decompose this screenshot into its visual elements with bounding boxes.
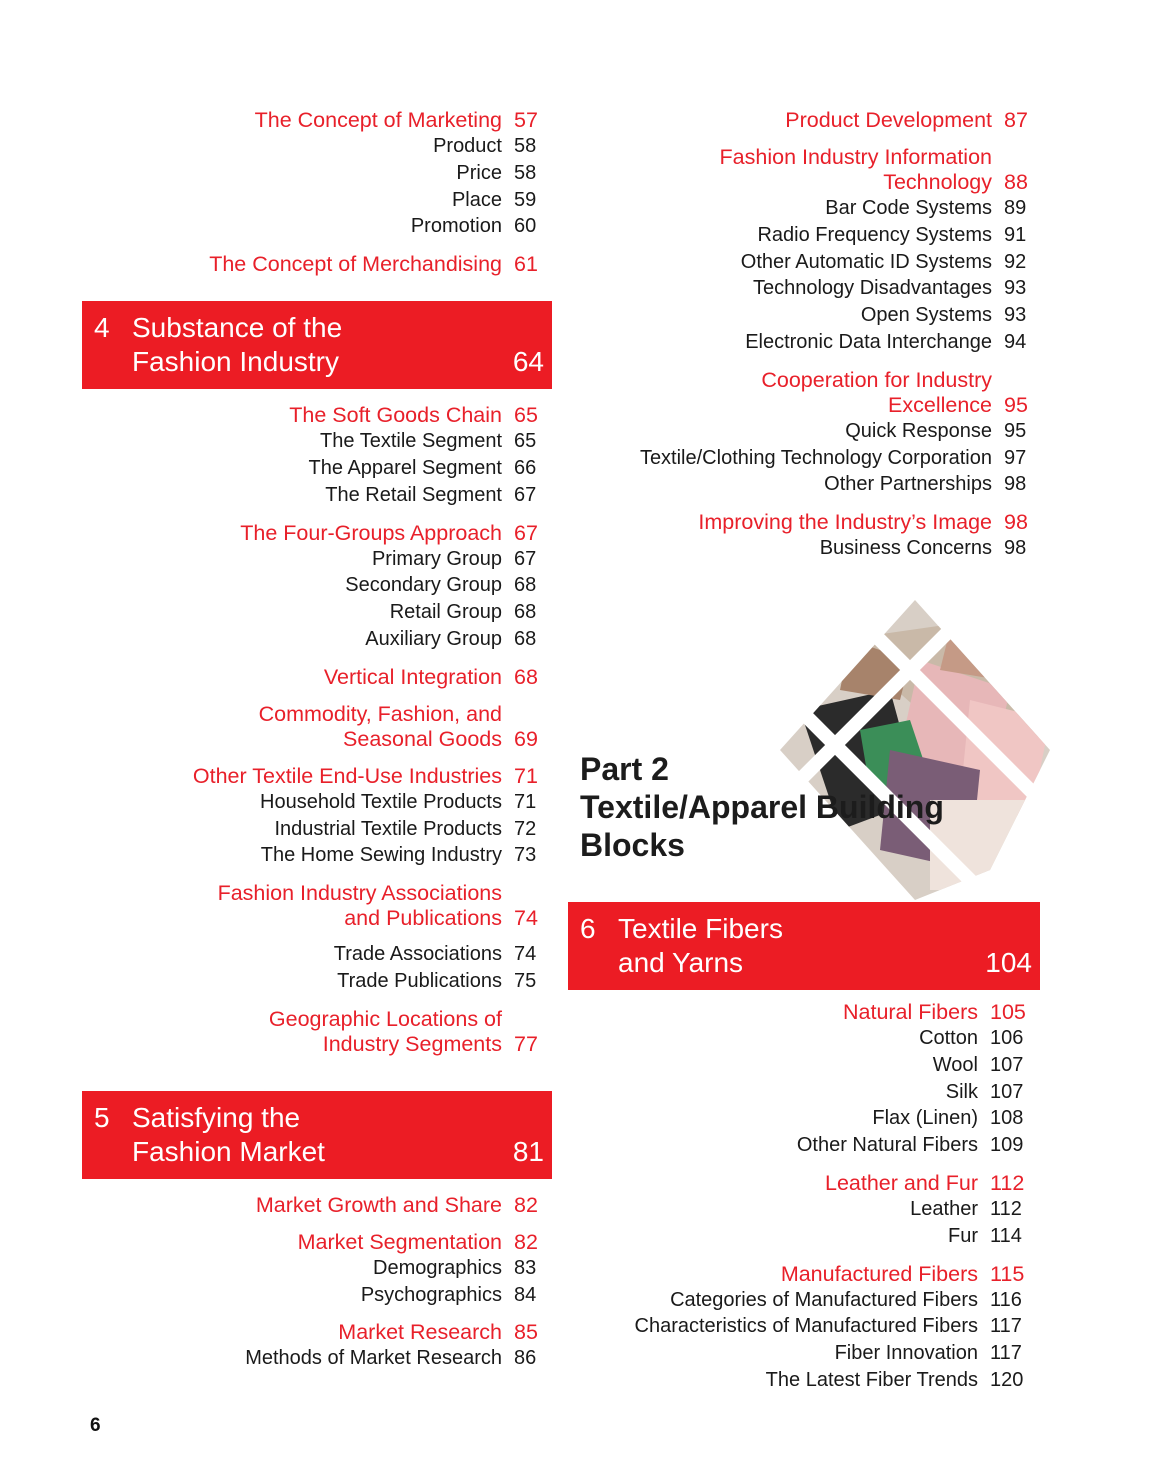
toc-subsection-entry[interactable]	[568, 1367, 1040, 1394]
page-number-ref: 82	[514, 1192, 538, 1217]
page-number-ref: 66	[514, 456, 537, 479]
section-title: The Soft Goods Chain	[289, 403, 502, 428]
subsection-title: Leather	[910, 1197, 978, 1220]
subsection-title: Price	[456, 161, 502, 184]
page-number-ref: 61	[514, 252, 538, 277]
subsection-title: Industrial Textile Products	[274, 817, 502, 840]
toc-section-entry[interactable]	[82, 403, 552, 428]
subsection-title: Open Systems	[860, 304, 992, 327]
toc-subsection-entry[interactable]	[568, 249, 1040, 276]
subsection-title: Characteristics of Manufactured Fibers	[634, 1315, 978, 1338]
chapter-title-line1: Satisfying the	[132, 1101, 301, 1133]
part-title-line: Blocks	[580, 827, 685, 863]
toc-subsection-entry[interactable]	[82, 941, 552, 968]
page-number-ref: 58	[514, 161, 537, 184]
section-title-line1: Commodity, Fashion, and	[258, 701, 502, 726]
toc-subsection-entry[interactable]	[82, 599, 552, 626]
section-page-number: 74	[514, 906, 538, 931]
section-title-line1: Geographic Locations of	[268, 1006, 502, 1031]
chapter-number: 6	[580, 913, 596, 944]
toc-section-entry[interactable]	[568, 368, 1040, 418]
section-page-number: 88	[1004, 170, 1028, 194]
chapter-page: 104	[985, 947, 1032, 978]
page-number-ref: 94	[1004, 330, 1027, 353]
chapter-title-line2: Fashion Industry	[132, 346, 339, 378]
section-page-number: 69	[514, 726, 538, 751]
section-title: Natural Fibers	[842, 1000, 978, 1024]
subsection-title: Other Automatic ID Systems	[740, 250, 992, 273]
toc-subsection-entry[interactable]	[568, 1079, 1040, 1106]
subsection-title: Silk	[945, 1080, 978, 1103]
toc-section-entry[interactable]	[82, 1320, 552, 1345]
toc-subsection-entry[interactable]	[568, 195, 1040, 222]
toc-subsection-entry[interactable]	[82, 572, 552, 599]
subsection-title: Other Partnerships	[824, 473, 992, 496]
toc-subsection-entry[interactable]	[568, 418, 1040, 445]
toc-subsection-entry[interactable]	[82, 1255, 552, 1282]
subsection-title: Electronic Data Interchange	[745, 330, 992, 353]
toc-subsection-entry[interactable]	[82, 789, 552, 816]
toc-subsection-entry[interactable]	[82, 968, 552, 995]
page-number-ref: 116	[990, 1288, 1022, 1311]
toc-section-entry[interactable]	[82, 521, 552, 546]
section-title-line2: Seasonal Goods	[343, 726, 502, 751]
subsection-title: Promotion	[410, 215, 502, 238]
toc-subsection-entry[interactable]	[568, 1313, 1040, 1340]
chapter-4-banner[interactable]	[82, 301, 552, 389]
page-number-ref: 68	[514, 574, 537, 597]
page-number-ref: 67	[514, 483, 537, 506]
toc-section-entry[interactable]	[82, 665, 552, 690]
chapter-title-line1: Textile Fibers	[618, 913, 783, 944]
toc-section-entry[interactable]	[82, 702, 552, 752]
toc-subsection-entry[interactable]	[568, 275, 1040, 302]
page-number-ref: 112	[990, 1170, 1025, 1195]
page-number-ref: 93	[1004, 304, 1027, 327]
section-title-line2: and Publications	[344, 906, 502, 931]
subsection-title: Textile/Clothing Technology Corporation	[639, 446, 992, 469]
page-number-ref: 107	[990, 1053, 1024, 1076]
chapter-title-line2: Fashion Market	[132, 1135, 325, 1167]
page-number-ref: 98	[1004, 473, 1027, 496]
subsection-title: The Textile Segment	[320, 430, 502, 453]
page-number-ref: 73	[514, 844, 537, 867]
page-number-ref: 60	[514, 215, 537, 238]
toc-section-entry[interactable]	[568, 145, 1040, 195]
toc-section-entry[interactable]	[568, 1171, 1040, 1196]
subsection-title: Technology Disadvantages	[752, 277, 992, 300]
section-title: Market Research	[338, 1320, 502, 1345]
section-title: Market Segmentation	[297, 1229, 502, 1254]
toc-left-column	[82, 108, 552, 1372]
toc-subsection-entry[interactable]	[568, 1340, 1040, 1367]
subsection-title: Fur	[948, 1224, 978, 1247]
page-number-ref: 89	[1004, 197, 1027, 219]
page-number-ref: 71	[514, 790, 537, 813]
subsection-title: Other Natural Fibers	[796, 1134, 978, 1157]
subsection-title: Place	[451, 188, 502, 211]
toc-subsection-entry[interactable]	[568, 329, 1040, 356]
page-number-ref: 82	[514, 1229, 538, 1254]
toc-subsection-entry[interactable]	[82, 816, 552, 843]
subsection-title: Retail Group	[389, 601, 502, 624]
page-number-ref: 87	[1004, 108, 1028, 132]
subsection-title: Cotton	[919, 1027, 978, 1049]
subsection-title: Radio Frequency Systems	[757, 223, 992, 246]
toc-subsection-entry[interactable]	[82, 213, 552, 240]
subsection-title: Trade Associations	[333, 943, 502, 966]
subsection-title: Bar Code Systems	[825, 197, 992, 219]
page-number-ref: 57	[514, 108, 538, 132]
toc-subsection-entry[interactable]	[82, 160, 552, 187]
subsection-title: Auxiliary Group	[365, 627, 502, 650]
subsection-title: Secondary Group	[345, 574, 502, 597]
page-number: 6	[90, 1415, 101, 1436]
section-title-line2: Industry Segments	[322, 1031, 502, 1056]
toc-section-entry[interactable]	[82, 1193, 552, 1218]
page-number-ref: 105	[990, 1000, 1026, 1024]
page-number-ref: 68	[514, 627, 537, 650]
section-title: Market Growth and Share	[255, 1192, 502, 1217]
subsection-title: Product	[433, 135, 502, 157]
part-title-line: Textile/Apparel Building	[580, 789, 944, 825]
part-label: Part 2	[580, 751, 669, 787]
section-title-line1: Fashion Industry Information	[719, 145, 992, 169]
section-title: Leather and Fur	[825, 1170, 978, 1195]
toc-section-entry[interactable]	[82, 108, 552, 133]
toc-subsection-entry[interactable]	[568, 1196, 1040, 1223]
subsection-title: The Apparel Segment	[308, 456, 502, 479]
page-number-ref: 120	[990, 1368, 1024, 1391]
toc-section-entry[interactable]	[568, 1000, 1040, 1025]
subsection-title: Primary Group	[371, 547, 502, 570]
page-number-ref: 68	[514, 664, 538, 689]
toc-section-entry[interactable]	[82, 1007, 552, 1057]
toc-subsection-entry[interactable]	[568, 1105, 1040, 1132]
page-number-ref: 98	[1004, 510, 1028, 535]
toc-subsection-entry[interactable]	[568, 1287, 1040, 1314]
section-title: Manufactured Fibers	[780, 1261, 978, 1286]
chapter-6-banner[interactable]	[568, 902, 1040, 990]
section-title-line1: Fashion Industry Associations	[217, 881, 502, 906]
toc-subsection-entry[interactable]	[568, 222, 1040, 249]
page-number-ref: 108	[990, 1107, 1024, 1130]
chapter-5-banner[interactable]	[82, 1091, 552, 1179]
page-number-ref: 114	[990, 1224, 1022, 1247]
page-number-ref: 92	[1004, 250, 1027, 273]
toc-section-entry[interactable]	[82, 252, 552, 277]
subsection-title: Fiber Innovation	[834, 1342, 978, 1365]
page-number-ref: 65	[514, 430, 537, 453]
toc-right-column	[568, 108, 1040, 562]
section-page-number: 77	[514, 1031, 538, 1056]
toc-right-column-chapter6	[568, 1000, 1040, 1394]
section-title-line1: Cooperation for Industry	[761, 367, 992, 392]
toc-subsection-entry[interactable]	[82, 546, 552, 573]
toc-section-entry[interactable]	[82, 881, 552, 931]
page-number-ref: 58	[514, 135, 537, 157]
subsection-title: Quick Response	[845, 419, 992, 442]
page-number-ref: 59	[514, 188, 537, 211]
section-title: Other Textile End-Use Industries	[192, 763, 502, 788]
toc-subsection-entry[interactable]	[82, 133, 552, 160]
chapter-page: 81	[512, 1135, 544, 1167]
section-title-line2: Technology	[883, 170, 992, 194]
subsection-title: Methods of Market Research	[245, 1347, 502, 1370]
page-number-ref: 109	[990, 1134, 1024, 1157]
toc-subsection-entry[interactable]	[82, 626, 552, 653]
chapter-number: 5	[94, 1101, 110, 1133]
page-number-ref: 112	[990, 1197, 1022, 1220]
page-number-ref: 98	[1004, 537, 1027, 560]
toc-subsection-entry[interactable]	[568, 1223, 1040, 1250]
toc-subsection-entry[interactable]	[82, 455, 552, 482]
page-number-ref: 67	[514, 520, 538, 545]
page-number-ref: 95	[1004, 419, 1027, 442]
subsection-title: The Latest Fiber Trends	[765, 1368, 978, 1391]
page-number-ref: 83	[514, 1256, 537, 1279]
subsection-title: The Retail Segment	[325, 483, 502, 506]
section-title: Product Development	[785, 108, 992, 132]
page-number-ref: 117	[990, 1342, 1022, 1365]
subsection-title: The Home Sewing Industry	[260, 844, 502, 867]
page-number-ref: 91	[1004, 223, 1027, 246]
page-number-ref: 117	[990, 1315, 1022, 1338]
toc-subsection-entry[interactable]	[568, 302, 1040, 329]
toc-subsection-entry[interactable]	[82, 428, 552, 455]
page-number-ref: 106	[990, 1027, 1024, 1049]
toc-subsection-entry[interactable]	[82, 1282, 552, 1309]
subsection-title: Business Concerns	[819, 537, 992, 560]
page-number-ref: 97	[1004, 446, 1027, 469]
toc-section-entry[interactable]	[82, 764, 552, 789]
toc-subsection-entry[interactable]	[82, 187, 552, 214]
toc-subsection-entry[interactable]	[82, 482, 552, 509]
section-page-number: 95	[1004, 392, 1028, 417]
toc-subsection-entry[interactable]	[568, 471, 1040, 498]
chapter-page: 64	[512, 346, 544, 378]
toc-subsection-entry[interactable]	[82, 842, 552, 869]
toc-section-entry[interactable]	[82, 1230, 552, 1255]
subsection-title: Psychographics	[360, 1283, 502, 1306]
page-number-ref: 72	[514, 817, 537, 840]
page-number-ref: 65	[514, 403, 538, 428]
page-number-ref: 86	[514, 1347, 537, 1370]
subsection-title: Flax (Linen)	[872, 1107, 978, 1130]
page-number-ref: 75	[514, 969, 537, 992]
chapter-number: 4	[94, 312, 110, 344]
subsection-title: Wool	[932, 1053, 978, 1076]
section-title: The Four-Groups Approach	[240, 520, 502, 545]
section-title: Improving the Industry’s Image	[698, 510, 992, 535]
section-title-line2: Excellence	[888, 392, 992, 417]
toc-subsection-entry[interactable]	[568, 1052, 1040, 1079]
subsection-title: Demographics	[373, 1256, 502, 1279]
toc-section-entry[interactable]	[568, 1262, 1040, 1287]
page-number-ref: 115	[990, 1261, 1025, 1286]
page-number-ref: 85	[514, 1320, 538, 1345]
chapter-title-line2: and Yarns	[618, 947, 744, 978]
toc-section-entry[interactable]	[568, 108, 1040, 133]
toc-section-entry[interactable]	[568, 510, 1040, 535]
subsection-title: Household Textile Products	[260, 790, 502, 813]
page-number-ref: 67	[514, 547, 537, 570]
toc-subsection-entry[interactable]	[82, 1345, 552, 1372]
page-number-ref: 71	[514, 763, 538, 788]
page-number-ref: 107	[990, 1080, 1024, 1103]
toc-subsection-entry[interactable]	[568, 445, 1040, 472]
part-2-heading[interactable]	[580, 750, 944, 864]
page-number-ref: 93	[1004, 277, 1027, 300]
page-number-ref: 74	[514, 943, 537, 966]
page-number-ref: 84	[514, 1283, 537, 1306]
chapter-title-line1: Substance of the	[132, 312, 343, 344]
section-title: Vertical Integration	[323, 664, 502, 689]
section-title: The Concept of Marketing	[254, 108, 502, 132]
toc-subsection-entry[interactable]	[568, 1132, 1040, 1159]
subsection-title: Categories of Manufactured Fibers	[670, 1288, 978, 1311]
section-title: The Concept of Merchandising	[209, 252, 502, 277]
subsection-title: Trade Publications	[337, 969, 502, 992]
page-number-ref: 68	[514, 601, 537, 624]
toc-subsection-entry[interactable]	[568, 1025, 1040, 1052]
toc-subsection-entry[interactable]	[568, 535, 1040, 562]
